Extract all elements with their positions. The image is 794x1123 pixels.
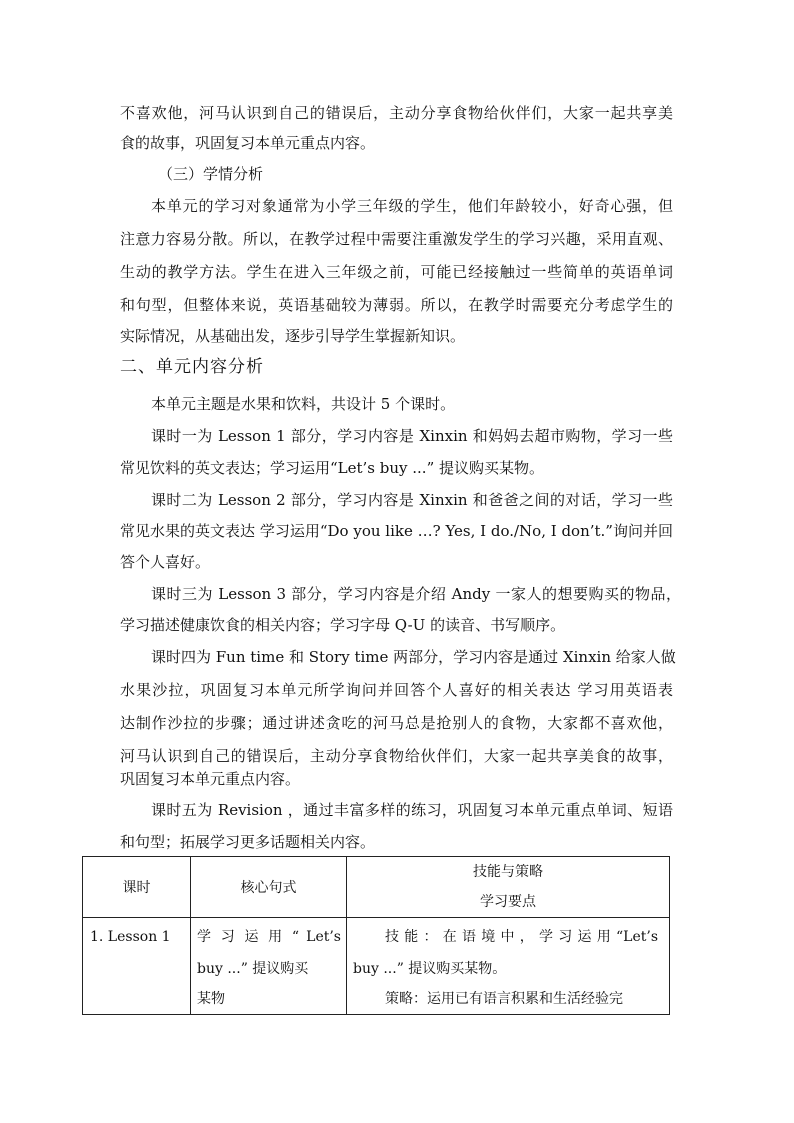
- paragraph-line: 课时二为 Lesson 2 部分，学习内容是 Xinxin 和爸爸之间的对话，学习一些: [151, 491, 673, 509]
- paragraph-line: 水果沙拉，巩固复习本单元所学询问并回答个人喜好的相关表达 学习用英语表: [120, 681, 673, 699]
- table-header-row: [83, 857, 670, 918]
- cell-lesson: [83, 918, 191, 1015]
- header-skill: [347, 857, 670, 918]
- cell-skill: [347, 918, 670, 1015]
- pattern-line: buy ...” 提议购买: [197, 961, 309, 977]
- paragraph-line: 生动的教学方法。学生在进入三年级之前，可能已经接触过一些简单的英语单词: [120, 263, 673, 281]
- paragraph-line: 河马认识到自己的错误后，主动分享食物给伙伴们，大家一起共享美食的故事，: [120, 747, 673, 765]
- paragraph-line: 注意力容易分散。所以，在教学过程中需要注重激发学生的学习兴趣，采用直观、: [120, 230, 673, 248]
- header-pattern: [191, 857, 347, 918]
- paragraph-line: 常见水果的英文表达 学习运用“Do you like …? Yes, I do./No, I don’t.”询问并回: [120, 522, 673, 540]
- pattern-line: 学 习 运 用 “ Let’s: [197, 929, 341, 945]
- lesson-name: 1. Lesson 1: [90, 929, 171, 945]
- paragraph-line: 实际情况，从基础出发，逐步引导学生掌握新知识。: [120, 327, 466, 345]
- header-skill-label: 技能与策略: [473, 864, 543, 880]
- paragraph-line: 本单元的学习对象通常为小学三年级的学生，他们年龄较小，好奇心强，但: [151, 197, 673, 215]
- paragraph-line: 巩固复习本单元重点内容。: [120, 770, 301, 788]
- paragraph-line: 和句型；拓展学习更多话题相关内容。: [120, 833, 376, 851]
- pattern-line: 某物: [197, 991, 225, 1007]
- header-lesson: [83, 857, 191, 918]
- paragraph-line: 课时一为 Lesson 1 部分，学习内容是 Xinxin 和妈妈去超市购物，学习一些: [151, 427, 673, 445]
- paragraph-line: 食的故事，巩固复习本单元重点内容。: [120, 134, 376, 152]
- skill-line: buy ...” 提议购买某物。: [353, 961, 507, 977]
- header-points-label: 学习要点: [480, 894, 536, 910]
- paragraph-line: 达制作沙拉的步骤；通过讲述贪吃的河马总是抢别人的食物，大家都不喜欢他，: [120, 714, 673, 732]
- paragraph-line: 常见饮料的英文表达；学习运用“Let’s buy ...” 提议购买某物。: [120, 459, 545, 477]
- paragraph-line: 课时五为 Revision ，通过丰富多样的练习，巩固复习本单元重点单词、短语: [151, 801, 673, 819]
- header-pattern-label: 核心句式: [240, 880, 297, 896]
- skill-line: 技能：在语境中，学习运用“Let’s: [385, 929, 658, 945]
- paragraph-line: 不喜欢他，河马认识到自己的错误后，主动分享食物给伙伴们，大家一起共享美: [120, 104, 673, 122]
- paragraph-line: 课时三为 Lesson 3 部分，学习内容是介绍 Andy 一家人的想要购买的物品，: [151, 585, 681, 603]
- paragraph-line: 本单元主题是水果和饮料，共设计 5 个课时。: [151, 395, 456, 413]
- section-heading: 二、单元内容分析: [120, 357, 264, 377]
- subsection-heading: （三）学情分析: [158, 165, 264, 183]
- paragraph-line: 学习描述健康饮食的相关内容；学习字母 Q-U 的读音、书写顺序。: [120, 616, 566, 634]
- paragraph-line: 答个人喜好。: [120, 553, 211, 571]
- skill-line: 策略：运用已有语言积累和生活经验完: [385, 991, 623, 1007]
- header-lesson-label: 课时: [122, 880, 151, 896]
- paragraph-line: 和句型，但整体来说，英语基础较为薄弱。所以，在教学时需要充分考虑学生的: [120, 296, 673, 314]
- lesson-table: [82, 856, 670, 1015]
- table-row: [83, 918, 670, 1015]
- cell-pattern: [191, 918, 347, 1015]
- paragraph-line: 课时四为 Fun time 和 Story time 两部分，学习内容是通过 Xinxin 给家人做: [151, 648, 676, 666]
